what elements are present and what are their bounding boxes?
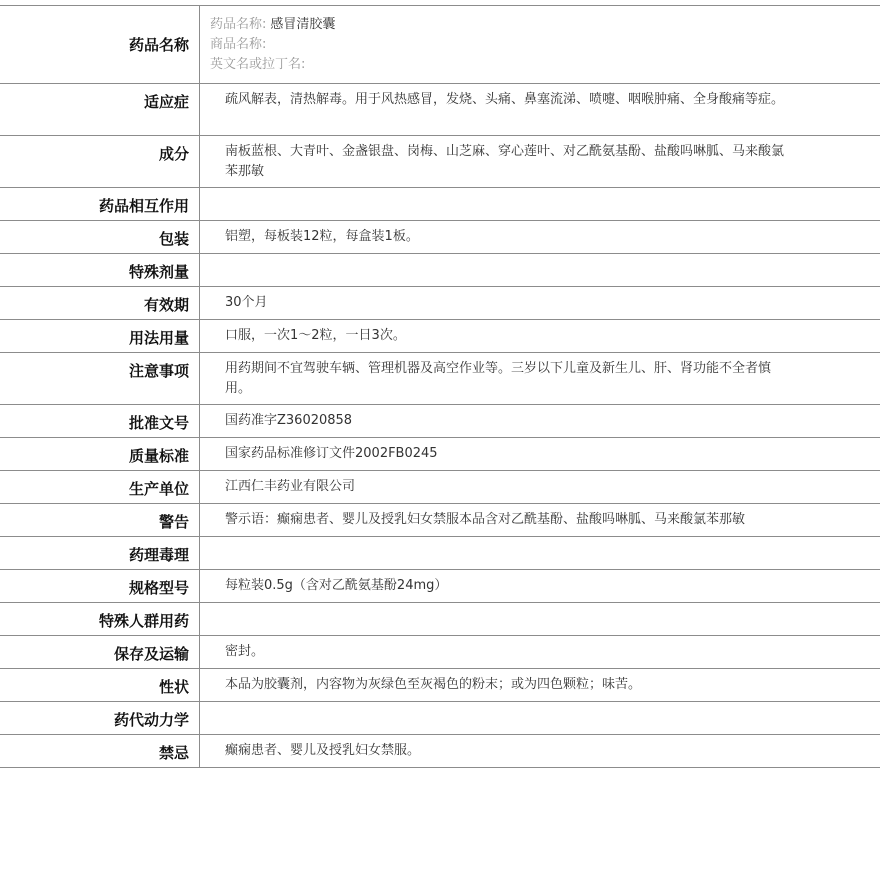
row-label: 适应症 [0,84,200,135]
row-value: 本品为胶囊剂，内容物为灰绿色至灰褐色的粉末；或为四色颗粒；味苦。 [225,677,642,692]
row-value: 口服，一次1～2粒，一日3次。 [225,328,406,343]
row-label: 包装 [0,221,200,253]
row-value [200,702,880,734]
row-value: 密封。 [225,644,265,659]
row-storage [0,636,880,669]
row-label: 警告 [0,504,200,536]
row-value: 国家药品标准修订文件2002FB0245 [225,446,438,461]
row-indications [0,84,880,136]
row-approval-number [0,405,880,438]
row-label: 注意事项 [0,353,200,404]
row-label: 批准文号 [0,405,200,437]
english-name-key: 英文名或拉丁名: [210,57,306,72]
row-label: 有效期 [0,287,200,319]
row-value [200,188,880,220]
row-value [200,6,880,83]
row-quality-standard [0,438,880,471]
row-label: 药品相互作用 [0,188,200,220]
row-value [200,603,880,635]
row-special-populations [0,603,880,636]
row-appearance [0,669,880,702]
row-interactions [0,188,880,221]
row-packaging [0,221,880,254]
row-label: 性状 [0,669,200,701]
row-pharmacology [0,537,880,570]
row-label: 药品名称 [0,6,200,83]
row-value: 每粒装0.5g（含对乙酰氨基酚24mg） [225,578,448,593]
row-value: 南板蓝根、大青叶、金盏银盘、岗梅、山芝麻、穿心莲叶、对乙酰氨基酚、盐酸吗啉胍、马来酸氯苯那敏 [225,144,785,179]
drug-name-value: 感冒清胶囊 [270,17,336,32]
trade-name-line [210,35,790,55]
row-value: 癫痫患者、婴儿及授乳妇女禁服。 [225,743,421,758]
drug-info-table [0,5,880,768]
drug-name-key: 药品名称: [210,17,267,32]
row-label: 药代动力学 [0,702,200,734]
row-pharmacokinetics [0,702,880,735]
row-special-dosage [0,254,880,287]
row-drug-name [0,6,880,84]
row-value: 国药准字Z36020858 [225,413,353,428]
row-warning [0,504,880,537]
row-value: 铝塑，每板装12粒，每盒装1板。 [225,229,419,244]
row-label: 生产单位 [0,471,200,503]
row-label: 保存及运输 [0,636,200,668]
row-shelf-life [0,287,880,320]
row-label: 质量标准 [0,438,200,470]
row-value: 江西仁丰药业有限公司 [225,479,356,494]
row-specification [0,570,880,603]
row-label: 规格型号 [0,570,200,602]
trade-name-key: 商品名称: [210,37,267,52]
row-value [200,537,880,569]
row-manufacturer [0,471,880,504]
row-label: 药理毒理 [0,537,200,569]
row-label: 特殊人群用药 [0,603,200,635]
row-value: 疏风解表，清热解毒。用于风热感冒，发烧、头痛、鼻塞流涕、喷嚏、咽喉肿痛、全身酸痛等症。 [225,92,785,107]
row-ingredients [0,136,880,188]
row-label: 成分 [0,136,200,187]
english-name-line [210,55,790,75]
row-label: 特殊剂量 [0,254,200,286]
row-value: 用药期间不宜驾驶车辆、管理机器及高空作业等。三岁以下儿童及新生儿、肝、肾功能不全者慎用。 [225,361,772,396]
row-dosage [0,320,880,353]
row-precautions [0,353,880,405]
row-value: 警示语：癫痫患者、婴儿及授乳妇女禁服本品含对乙酰基酚、盐酸吗啉胍、马来酸氯苯那敏 [225,512,746,527]
row-contraindications [0,735,880,768]
row-value [200,254,880,286]
row-label: 用法用量 [0,320,200,352]
row-value: 30个月 [225,295,268,310]
row-label: 禁忌 [0,735,200,767]
drug-name-line [210,15,790,35]
